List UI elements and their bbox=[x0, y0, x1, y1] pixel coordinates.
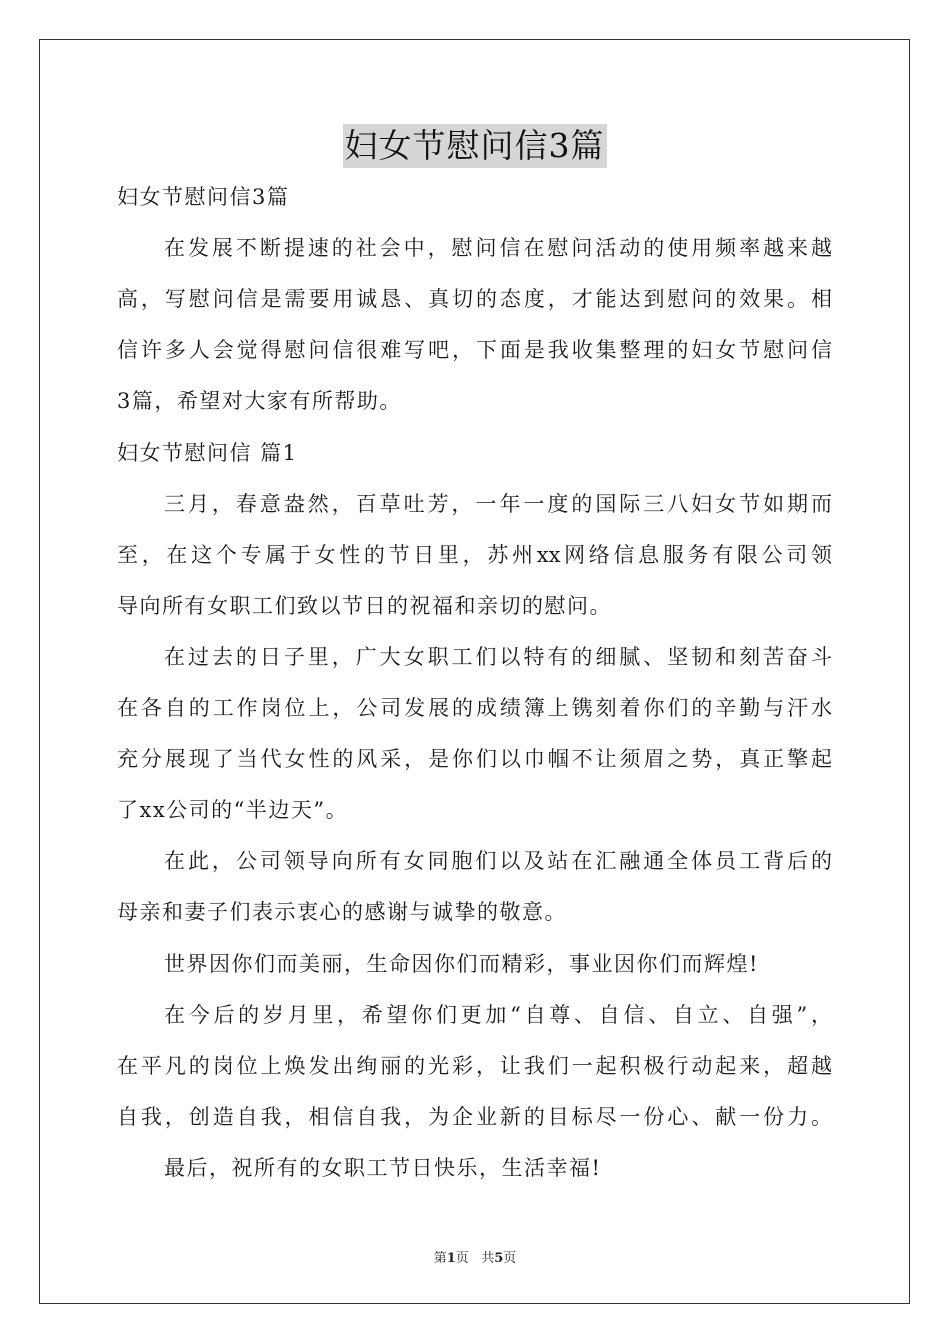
text-line: 至，在这个专属于女性的节日里，苏州xx网络信息服务有限公司领 bbox=[117, 542, 832, 567]
text-line: 世界因你们而美丽，生命因你们而精彩，事业因你们而辉煌! bbox=[164, 951, 759, 976]
footer-page-prefix: 第 bbox=[433, 1251, 447, 1266]
text-line: 妇女节慰问信3篇 bbox=[117, 185, 290, 209]
text-line: 导向所有女职工们致以节日的祝福和亲切的慰问。 bbox=[117, 593, 612, 618]
text-line: 在各自的工作岗位上，公司发展的成绩簿上镌刻着你们的辛勤与汗水 bbox=[117, 696, 832, 720]
text-line: 在此，公司领导向所有女同胞们以及站在汇融通全体员工背后的 bbox=[164, 849, 832, 874]
text-line: 自我，创造自我，相信自我，为企业新的目标尽一份心、献一份力。 bbox=[117, 1104, 832, 1129]
footer-total-pages: 5 bbox=[494, 1251, 504, 1266]
title-container bbox=[117, 124, 832, 168]
text-line: 在过去的日子里，广大女职工们以特有的细腻、坚韧和刻苦奋斗 bbox=[164, 644, 832, 669]
footer-total-prefix: 共 bbox=[481, 1251, 495, 1266]
page-title: 妇女节慰问信3篇 bbox=[343, 124, 607, 168]
text-line: 信许多人会觉得慰问信很难写吧，下面是我收集整理的妇女节慰问信 bbox=[117, 338, 832, 363]
text-line: 三月，春意盎然，百草吐芳，一年一度的国际三八妇女节如期而 bbox=[164, 491, 832, 516]
text-line: 最后，祝所有的女职工节日快乐，生活幸福! bbox=[164, 1155, 602, 1180]
text-line: 高，写慰问信是需要用诚恳、真切的态度，才能达到慰问的效果。相 bbox=[117, 287, 832, 312]
text-line: 母亲和妻子们表示衷心的感谢与诚挚的敬意。 bbox=[117, 900, 567, 925]
text-line: 在发展不断提速的社会中，慰问信在慰问活动的使用频率越来越 bbox=[164, 236, 832, 261]
text-line: 3篇，希望对大家有所帮助。 bbox=[117, 389, 402, 414]
footer-page-suffix: 页 bbox=[455, 1251, 469, 1266]
text-line: 充分展现了当代女性的风采，是你们以巾帼不让须眉之势，真正擎起 bbox=[117, 747, 832, 772]
text-line: 妇女节慰问信 篇1 bbox=[117, 440, 298, 465]
page-footer bbox=[0, 1247, 950, 1266]
text-line: 在今后的岁月里，希望你们更加“自尊、自信、自立、自强”， bbox=[164, 1002, 832, 1027]
text-line: 在平凡的岗位上焕发出绚丽的光彩，让我们一起积极行动起来，超越 bbox=[117, 1053, 832, 1078]
text-line: 了xx公司的“半边天”。 bbox=[117, 798, 349, 823]
footer-page-number: 1 bbox=[446, 1251, 456, 1266]
footer-total-suffix: 页 bbox=[503, 1251, 517, 1266]
